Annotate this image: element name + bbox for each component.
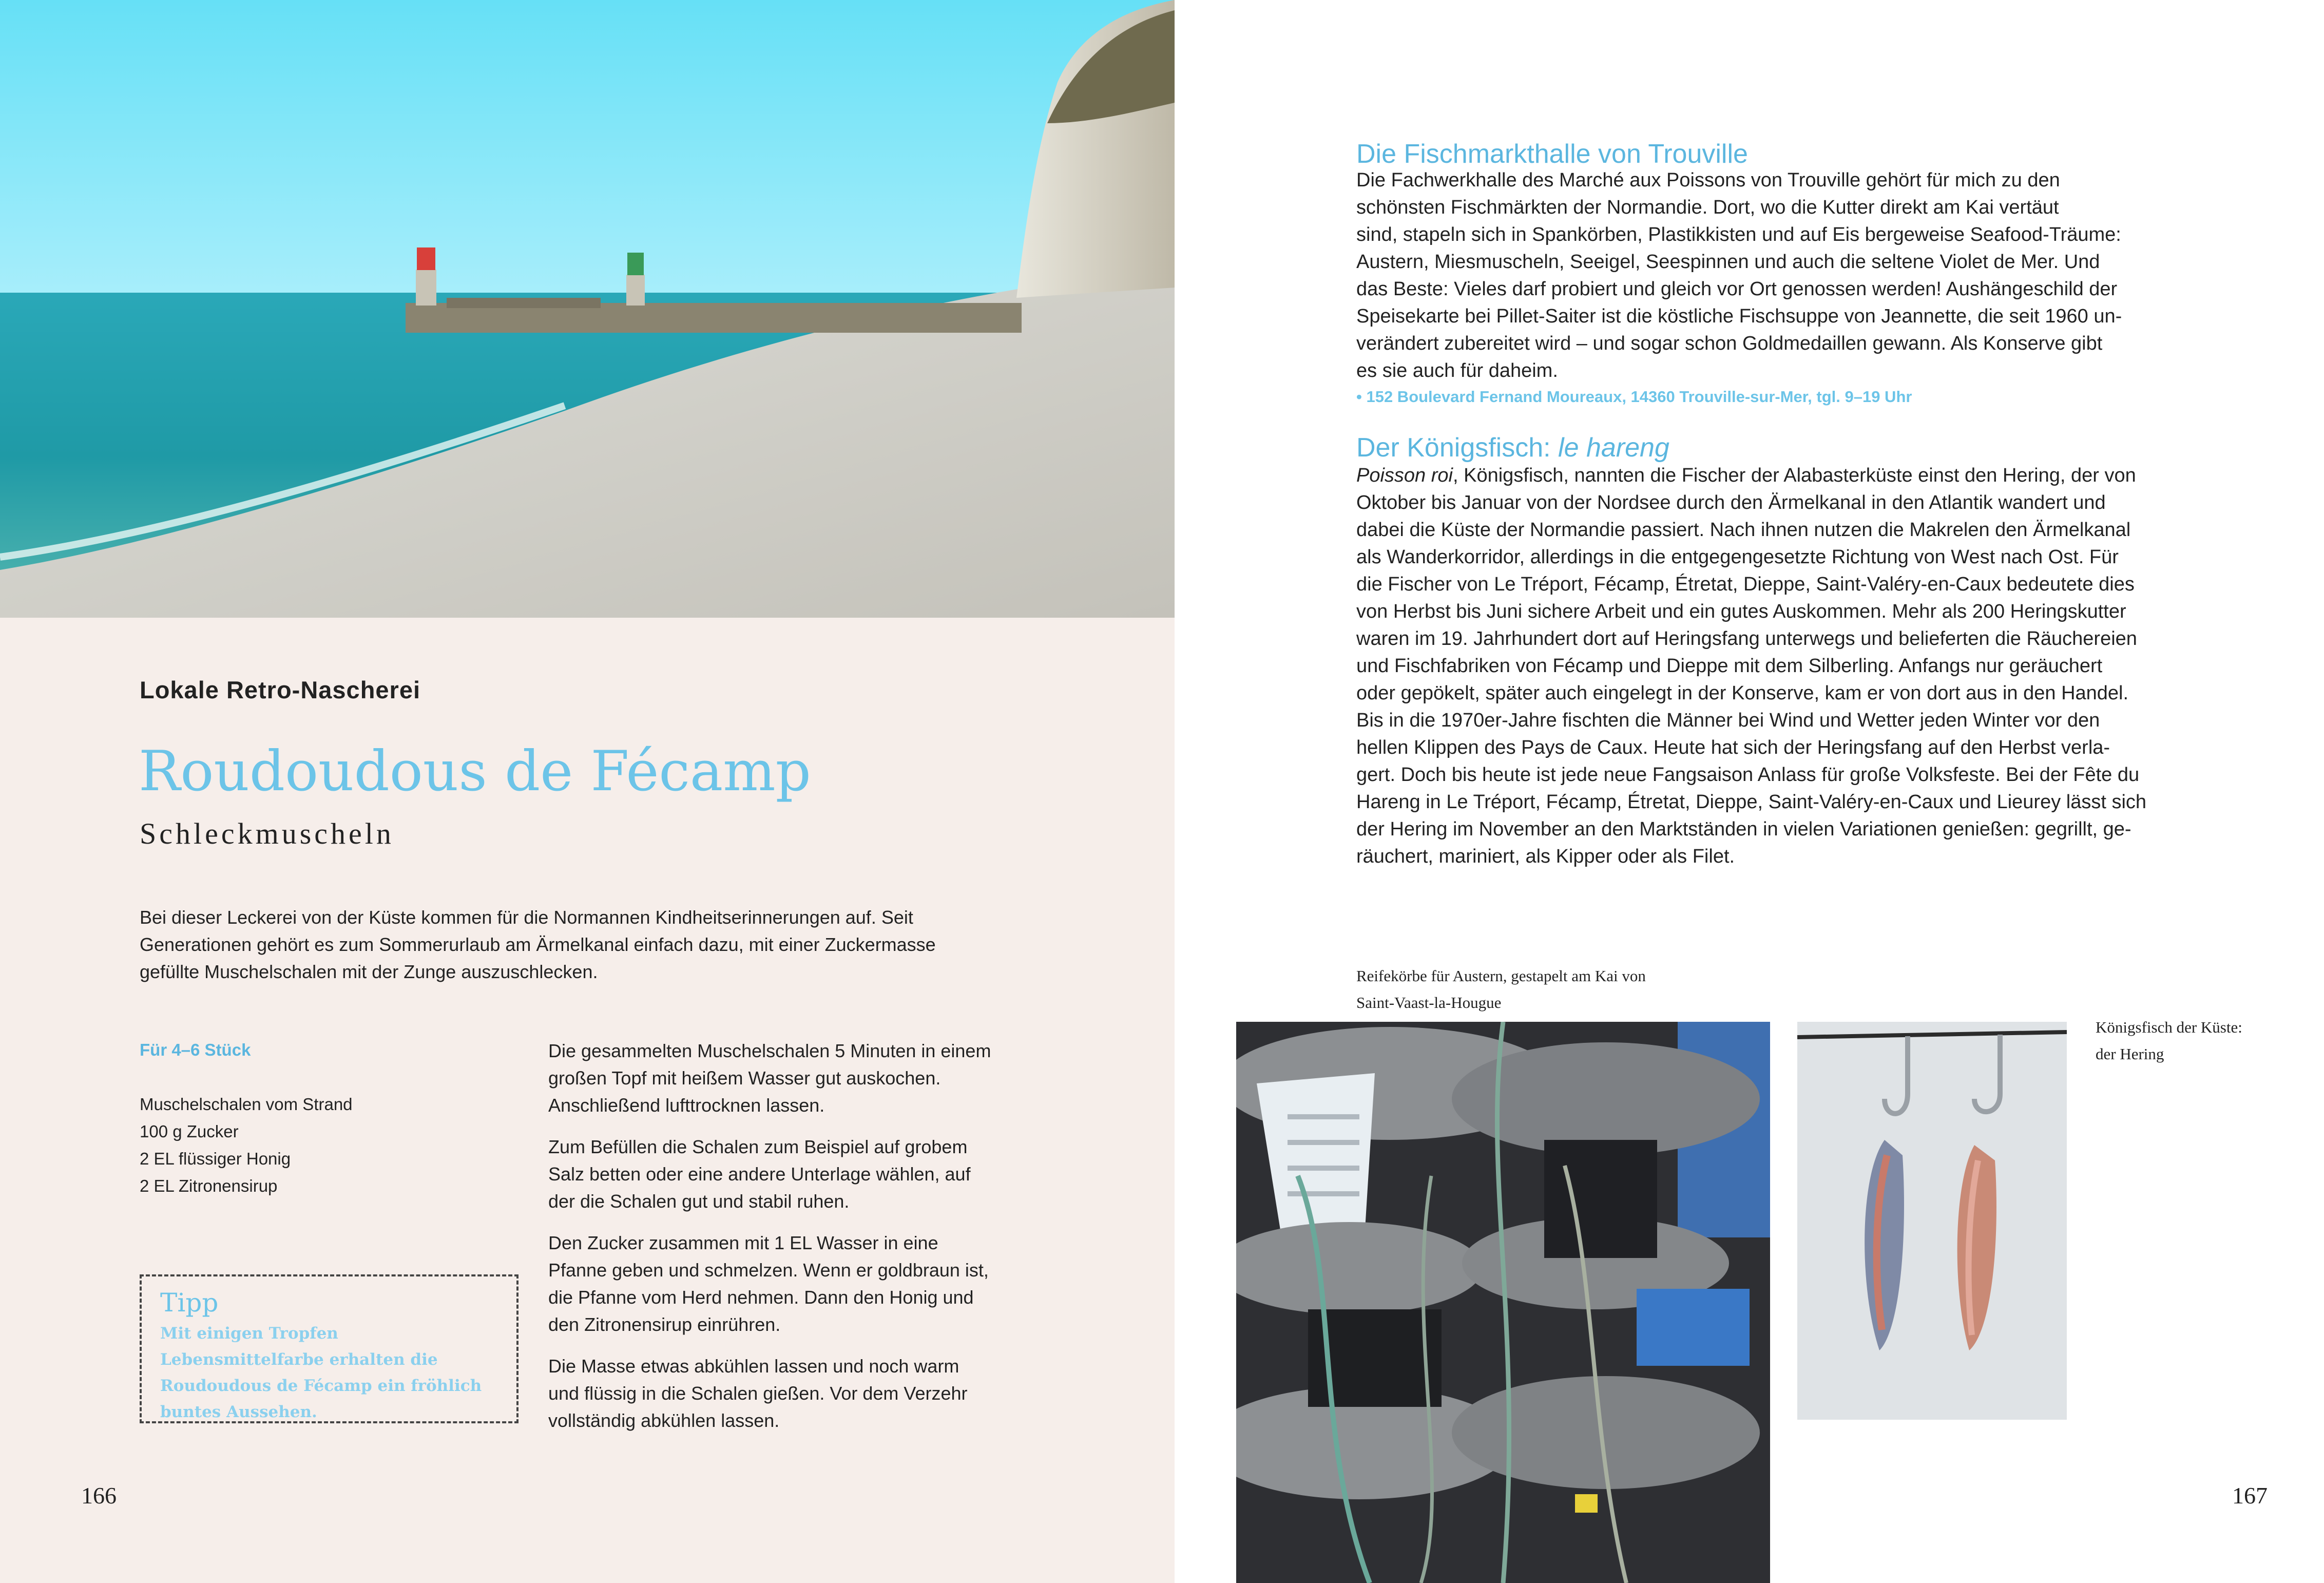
recipe-steps xyxy=(548,1037,995,1448)
text-line: Hareng in Le Tréport, Fécamp, Étretat, Dieppe, Saint-Valéry-en-Caux und Lieurey lässt sich xyxy=(1356,791,2147,813)
herring-photo xyxy=(1797,1022,2067,1420)
caption-line: Königsfisch der Küste: xyxy=(2096,1018,2242,1036)
text-line: räuchert, mariniert, als Kipper oder als Filet. xyxy=(1356,846,1735,867)
text-line: Bis in die 1970er-Jahre fischten die Männer bei Wind und Wetter jeden Winter vor den xyxy=(1356,710,2100,731)
text-line: das Beste: Vieles darf probiert und gleich vor Ort genossen werden! Aushängeschild der xyxy=(1356,278,2118,300)
page-number-right: 167 xyxy=(2232,1482,2268,1509)
tip-title: Tipp xyxy=(160,1288,219,1318)
text-line: und Fischfabriken von Fécamp und Dieppe mit dem Silberling. Anfangs nur geräuchert xyxy=(1356,655,2103,677)
text-line: sind, stapeln sich in Spankörben, Plastikkisten und auf Eis bergeweise Seafood-Träume: xyxy=(1356,224,2121,245)
text-line: von Herbst bis Juni sichere Arbeit und ein gutes Auskommen. Mehr als 200 Heringskutter xyxy=(1356,601,2126,622)
recipe-kicker: Lokale Retro-Nascherei xyxy=(140,676,421,703)
text-line: Austern, Miesmuscheln, Seeigel, Seespinnen und auch die seltene Violet de Mer. Und xyxy=(1356,251,2100,273)
text-line: hellen Klippen des Pays de Caux. Heute hat sich der Heringsfang auf den Herbst verla- xyxy=(1356,737,2110,758)
recipe-step: Den Zucker zusammen mit 1 EL Wasser in eine Pfanne geben und schmelzen. Wenn er goldbraun ist, die Pfanne vom Herd nehmen. Dann den Honig und den Zitronensirup einrühren. xyxy=(548,1232,989,1335)
text-line: schönsten Fischmärkten der Normandie. Dort, wo die Kutter direkt am Kai vertäut xyxy=(1356,197,2059,218)
tip-box xyxy=(140,1274,518,1423)
text-line: dabei die Küste der Normandie passiert. Nach ihnen nutzen die Makrelen den Ärmelkanal xyxy=(1356,519,2131,541)
ingredient-item: 100 g Zucker xyxy=(140,1122,239,1141)
section-title-herring-italic: le hareng xyxy=(1558,433,1669,463)
recipe-title: Roudoudous de Fécamp xyxy=(139,739,811,804)
ingredient-item: Muschelschalen vom Strand xyxy=(140,1095,353,1114)
text-line: der Hering im November an den Marktständen in vielen Variationen genießen: gegrillt, ge- xyxy=(1356,818,2131,840)
beach-photo xyxy=(0,0,1175,618)
recipe-subtitle: Schleckmuscheln xyxy=(140,817,394,850)
section-text-fish-market xyxy=(1356,167,2122,385)
section-title-herring-main: Der Königsfisch: xyxy=(1356,433,1559,463)
ingredient-item: 2 EL Zitronensirup xyxy=(140,1176,278,1195)
page-number-left: 166 xyxy=(81,1482,117,1509)
ingredient-item: 2 EL flüssiger Honig xyxy=(140,1149,291,1168)
recipe-step: Die Masse etwas abkühlen lassen und noch warm und flüssig in die Schalen gießen. Vor dem Verzehr vollständig abkühlen lassen. xyxy=(548,1356,968,1431)
recipe-servings: Für 4–6 Stück xyxy=(140,1040,251,1059)
text-line-rest: , Königsfisch, nannten die Fischer der Alabasterküste einst den Hering, der von xyxy=(1452,465,2136,486)
text-line xyxy=(1356,462,2146,489)
text-line: Oktober bis Januar von der Nordsee durch den Ärmelkanal in den Atlantik wandert und xyxy=(1356,492,2106,513)
recipe-intro: Bei dieser Leckerei von der Küste kommen für die Normannen Kindheitserinnerungen auf. Seit Generationen gehört es zum Sommerurlaub am Ärmelkanal einfach dazu, mit einer Zuckermasse gefüllte Muschelschalen mit der Zunge auszuschlecken. xyxy=(140,907,936,982)
tip-text: Mit einigen Tropfen Lebensmittelfarbe erhalten die Roudoudous de Fécamp ein fröhlich buntes Aussehen. xyxy=(160,1324,482,1421)
section-text-herring xyxy=(1356,462,2146,870)
text-line: gert. Doch bis heute ist jede neue Fangsaison Anlass für große Volksfeste. Bei der Fête du xyxy=(1356,764,2140,786)
section-title-herring xyxy=(1356,432,1669,463)
section-title-fish-market: Die Fischmarkthalle von Trouville xyxy=(1356,139,1748,169)
text-line: verändert zubereitet wird – und sogar schon Goldmedaillen gewann. Als Konserve gibt xyxy=(1356,333,2103,354)
market-address: • 152 Boulevard Fernand Moureaux, 14360 Trouville-sur-Mer, tgl. 9–19 Uhr xyxy=(1356,388,1912,406)
caption-line: Reifekörbe für Austern, gestapelt am Kai von xyxy=(1356,967,1646,985)
text-line: es sie auch für daheim. xyxy=(1356,360,1558,382)
text-line: Die Fachwerkhalle des Marché aux Poissons von Trouville gehört für mich zu den xyxy=(1356,169,2060,191)
text-line: die Fischer von Le Tréport, Fécamp, Étretat, Dieppe, Saint-Valéry-en-Caux bedeutete dies xyxy=(1356,574,2135,595)
ingredient-list xyxy=(140,1091,353,1199)
caption-line: der Hering xyxy=(2096,1045,2164,1063)
caption-baskets xyxy=(1356,963,1646,1016)
text-line: waren im 19. Jahrhundert dort auf Heringsfang unterwegs und belieferten die Räuchereien xyxy=(1356,628,2137,650)
text-line: als Wanderkorridor, allerdings in die entgegengesetzte Richtung von West nach Ost. Für xyxy=(1356,546,2119,568)
oyster-baskets-photo xyxy=(1236,1022,1770,1583)
caption-herring xyxy=(2096,1014,2242,1067)
right-page xyxy=(1175,0,2324,1583)
recipe-step: Die gesammelten Muschelschalen 5 Minuten in einem großen Topf mit heißem Wasser gut auskochen. Anschließend lufttrocknen lassen. xyxy=(548,1040,991,1116)
italic-phrase: Poisson roi xyxy=(1356,465,1453,486)
text-line: Speisekarte bei Pillet-Saiter ist die köstliche Fischsuppe von Jeannette, die seit 1960 un- xyxy=(1356,306,2122,327)
text-line: oder gepökelt, später auch eingelegt in der Konserve, kam er von dort aus in den Handel. xyxy=(1356,682,2129,704)
recipe-step: Zum Befüllen die Schalen zum Beispiel auf grobem Salz betten oder eine andere Unterlage wählen, auf der die Schalen gut und stabil ruhen. xyxy=(548,1136,971,1212)
caption-line: Saint-Vaast-la-Hougue xyxy=(1356,994,1502,1012)
